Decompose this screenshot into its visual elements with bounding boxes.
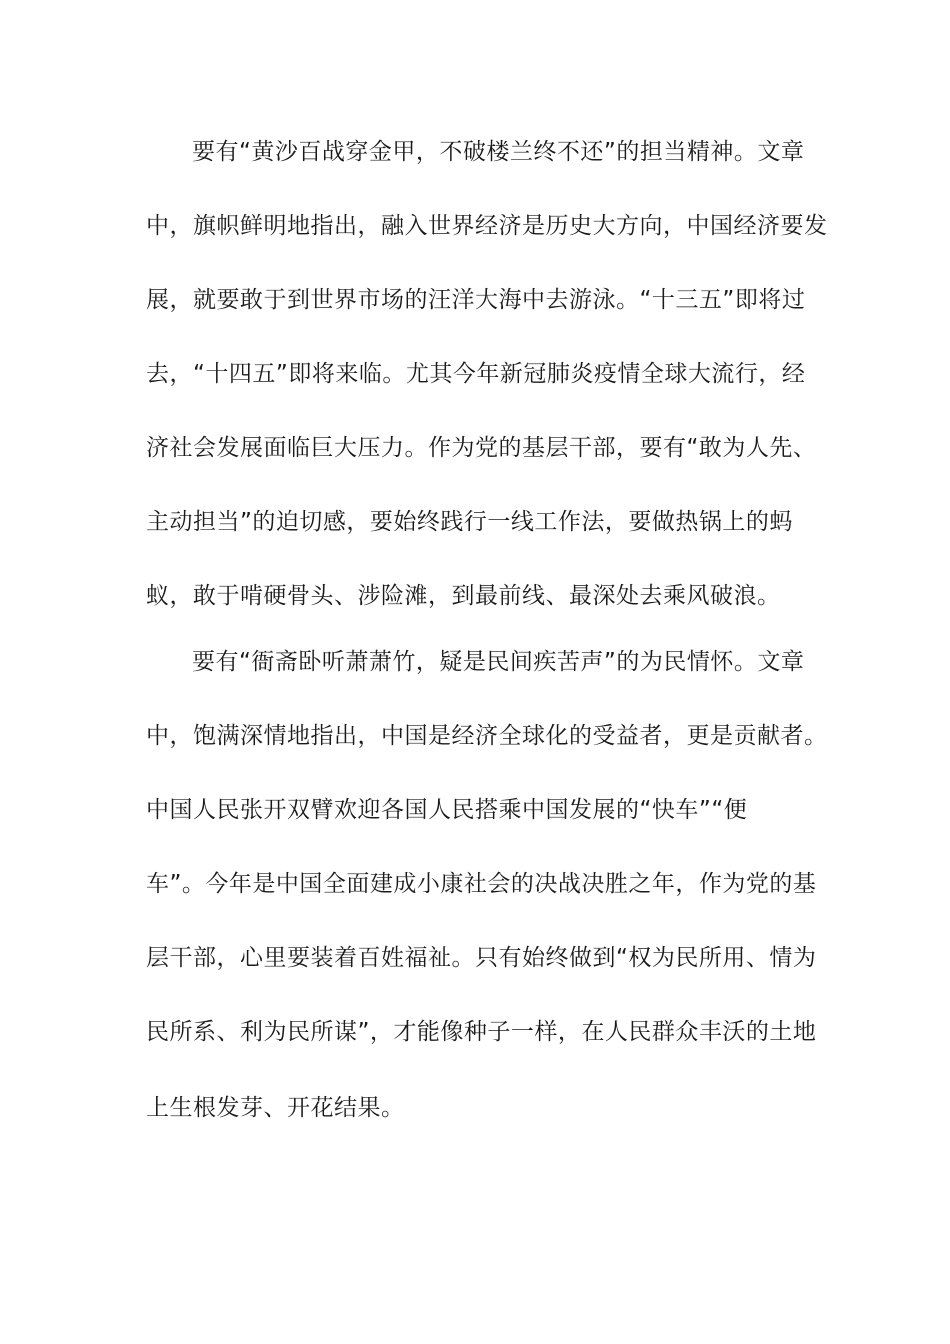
paragraph-2-line-6: 民所系、利为民所谋”，才能像种子一样，在人民群众丰沃的土地	[146, 1019, 817, 1045]
paragraph-1-line-3: 展，就要敢于到世界市场的汪洋大海中去游泳。“十三五”即将过	[146, 287, 806, 313]
paragraph-1-line-2: 中，旗帜鲜明地指出，融入世界经济是历史大方向，中国经济要发	[146, 213, 828, 239]
paragraph-1-line-4: 去，“十四五”即将来临。尤其今年新冠肺炎疫情全球大流行，经	[146, 361, 806, 387]
paragraph-2-line-1: 要有“衙斋卧听萧萧竹，疑是民间疾苦声”的为民情怀。文章	[192, 649, 805, 675]
paragraph-2-line-3: 中国人民张开双臂欢迎各国人民搭乘中国发展的“快车”“便	[146, 797, 748, 823]
paragraph-1-line-5: 济社会发展面临巨大压力。作为党的基层干部，要有“敢为人先、	[146, 435, 817, 461]
paragraph-1-line-7: 蚁，敢于啃硬骨头、涉险滩，到最前线、最深处去乘风破浪。	[146, 583, 781, 609]
paragraph-1-line-1: 要有“黄沙百战穿金甲，不破楼兰终不还”的担当精神。文章	[192, 139, 805, 165]
paragraph-2-line-5: 层干部，心里要装着百姓福祉。只有始终做到“权为民所用、情为	[146, 945, 817, 971]
paragraph-2-line-2: 中，饱满深情地指出，中国是经济全球化的受益者，更是贡献者。	[146, 723, 828, 749]
paragraph-2-line-4: 车”。今年是中国全面建成小康社会的决战决胜之年，作为党的基	[146, 871, 817, 897]
paragraph-2-line-7: 上生根发芽、开花结果。	[146, 1095, 405, 1121]
paragraph-1-line-6: 主动担当”的迫切感，要始终践行一线工作法，要做热锅上的蚂	[146, 509, 793, 535]
